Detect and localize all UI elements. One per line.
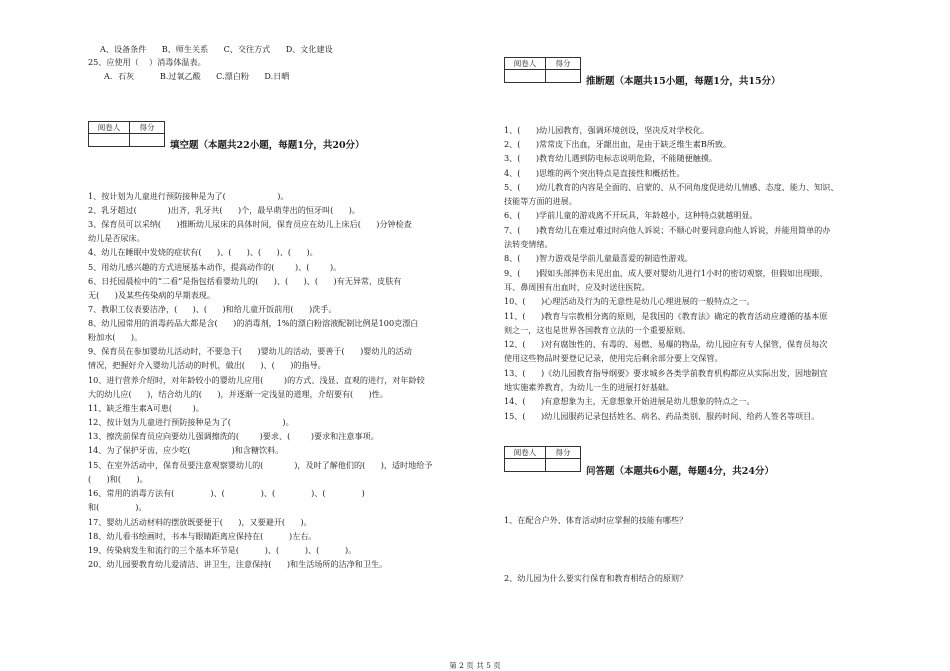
fill-item: 10、进行营养介绍时，对年龄较小的婴幼儿应用( )的方式、浅显、直观的进行，对年龄较 (88, 375, 425, 385)
score-label: 得分 (546, 58, 581, 70)
reviewer-cell[interactable] (89, 134, 130, 147)
fill-item: 11、缺乏维生素A可患( )。 (88, 403, 204, 413)
fill-item: 3、保育员可以采纳( )推断幼儿尿床的具体时间，保育员应在幼儿上床后( )分钟检查 (88, 219, 412, 229)
fill-item: 15、在室外活动中，保育员要注意观察婴幼儿的( )，及时了解他们的( )，适时地给予 (88, 460, 433, 470)
score-cell[interactable] (546, 459, 581, 472)
fill-item: 7、教职工仪表要洁净，( )、( )和给儿童开饭前用( )洗手。 (88, 304, 337, 314)
judgment-item: 法转变情绪。 (504, 239, 553, 249)
judgment-item: 3、( )教育幼儿遇到防电标志说明危险，不能随便触摸。 (504, 153, 718, 163)
fill-item: 19、传染病发生和流行的三个基本环节是( )、( )、( )。 (88, 545, 357, 555)
reviewer-label: 阅卷人 (505, 58, 546, 70)
qa-question: 2、幼儿园为什么要实行保育和教育相结合的原则？ (504, 573, 688, 583)
fill-item: 6、日托园晨检中的“二看”是指包括看婴幼儿的( )、( )、( )有无异常，皮肤有 (88, 276, 402, 286)
fill-item: 无( )及某些传染病的早期表现。 (88, 290, 215, 300)
judgment-item: 10、( )心理活动及行为的无意性是幼儿心理进展的一般特点之一。 (504, 296, 755, 306)
fill-item: 1、按计划为儿童进行预防接种是为了( )。 (88, 191, 289, 201)
fill-item: 13、擦洗前保育员应向要幼儿强调擦洗的( )要求、( )要求和注意事项。 (88, 431, 379, 441)
judgment-item: 14、( )有意想象为主，无意想象开始进展是幼儿想象的特点之一。 (504, 396, 755, 406)
fill-item: 4、幼儿在睡眠中发烧的症状有( )、( )、( )、( )。 (88, 247, 318, 257)
judgment-item: 4、( )思维的两个突出特点是直接性和概括性。 (504, 168, 685, 178)
section-title-qa: 问答题（本题共6小题，每题4分，共24分） (586, 466, 774, 477)
fill-item: 大的幼儿应( )，结合幼儿的( )，并逐渐一定浅显的道理，介绍要有( )性。 (88, 389, 388, 399)
score-cell[interactable] (130, 134, 165, 147)
judgment-item: 技能等方面的进展。 (504, 196, 577, 206)
section-title-judgment: 推断题（本题共15小题，每题1分，共15分） (586, 76, 781, 87)
fill-item: 14、为了保护牙齿，应少吃( )和含糖饮料。 (88, 445, 284, 455)
judgment-item: 1、( )幼儿园教育，强调环境创设，坚决反对学校化。 (504, 125, 709, 135)
fill-item: ( )和( )。 (88, 474, 148, 484)
judgment-item: 11、( )教育与宗教相分离的原则，是我国的《教育法》确定的教育活动应遵循的基本原 (504, 311, 828, 321)
reviewer-cell[interactable] (505, 459, 546, 472)
page-footer: 第 2 页 共 5 页 (449, 661, 501, 670)
fill-item: 情况，把握好介入婴幼儿活动的时机，做出( )、( )的指导。 (88, 360, 326, 370)
fill-item: 12、按计划为儿童进行预防接种是为了( )。 (88, 417, 294, 427)
reviewer-label: 阅卷人 (89, 122, 130, 134)
qa-question: 1、在配合户外、体育活动时应掌握的技能有哪些？ (504, 515, 688, 525)
fill-item: 粉加水( )。 (88, 332, 143, 342)
fill-item: 9、保育员在参加婴幼儿活动时，不要急于( )婴幼儿的活动，要善于( )婴幼儿的活动 (88, 346, 412, 356)
fill-item: 18、幼儿看书绘画时，书本与眼睛距离应保持在( )左右。 (88, 531, 317, 541)
question-25: 25、应使用（ ）消毒体温表。 (88, 57, 206, 67)
fill-item: 5、用幼儿感兴趣的方式进展基本动作，提高动作的( )、( )。 (88, 262, 342, 272)
judgment-item: 耳、鼻周围有出血时，应及时送往医院。 (504, 282, 650, 292)
score-label: 得分 (546, 447, 581, 459)
judgment-item: 5、( )幼儿教育的内容是全面的、启蒙的、从不同角度促进幼儿情感、态度、能力、知识、 (504, 182, 839, 192)
score-cell[interactable] (546, 70, 581, 83)
score-label: 得分 (130, 122, 165, 134)
judgment-item: 使用这些物品时要登记记录，使用完后剩余部分要上交保管。 (504, 353, 723, 363)
fill-item: 20、幼儿园要教育幼儿爱清洁、讲卫生，注意保持( )和生活场所的洁净和卫生。 (88, 559, 388, 569)
fill-item: 和( )。 (88, 502, 147, 512)
judgment-item: 地实施素养教育，为幼儿一生的进展打好基础。 (504, 382, 674, 392)
judgment-item: 8、( )智力游戏是学前儿童最喜爱的制造性游戏。 (504, 253, 693, 263)
reviewer-cell[interactable] (505, 70, 546, 83)
judgment-item: 2、( )常常皮下出血，牙龈出血，是由于缺乏维生素B所致。 (504, 139, 732, 149)
fill-item: 16、常用的消毒方法有( )、( )、( )、( ) (88, 488, 365, 498)
section-title-fill-in: 填空题（本题共22小题，每题1分，共20分） (170, 140, 365, 151)
judgment-item: 9、( )假如头部摔伤未见出血，成人要对婴幼儿进行1小时的密切观察，但假如出现眼、 (504, 268, 828, 278)
judgment-item: 7、( )教育幼儿在难过难过时向他人诉说；不顺心时要同意向他人诉说，并能用简单的办 (504, 225, 831, 235)
judgment-item: 则之一，这也是世界各国教育立法的一个重要原则。 (504, 325, 691, 335)
option-line: A、设备条件 B、师生关系 C、交往方式 D、文化建设 (100, 44, 333, 54)
judgment-item: 12、( )对有腐蚀性的、有毒的、易燃、易爆的物品，幼儿园应有专人保管，保育员每次 (504, 339, 828, 349)
fill-item: 8、幼儿园常用的消毒药品大都是含( )的消毒剂，1%的漂白粉溶液配制比例是100克漂白 (88, 318, 419, 328)
fill-item: 幼儿是否尿床。 (88, 233, 145, 243)
score-box (504, 446, 581, 472)
judgment-item: 6、( )学前儿童的游戏离不开玩具，年龄越小，这种特点就越明显。 (504, 210, 758, 220)
fill-item: 2、乳牙超过( )出齐，乳牙共( )个，最早萌芽出的恒牙叫( )。 (88, 205, 361, 215)
score-box (88, 121, 165, 147)
option-line: A．石灰 B.过氧乙酸 C.漂白粉 D.日晒 (104, 71, 290, 81)
judgment-item: 15、( )幼儿园服药记录包括姓名、病名、药品类别、服药时间、给药人签名等项目。 (504, 411, 820, 421)
judgment-item: 13、( )《幼儿园教育指导纲要》要求城乡各类学前教育机构都应从实际出发，因地制宜 (504, 368, 828, 378)
fill-item: 17、婴幼儿活动材料的摆放既要便于( )，又要避开( )。 (88, 517, 312, 527)
score-box (504, 57, 581, 83)
reviewer-label: 阅卷人 (505, 447, 546, 459)
